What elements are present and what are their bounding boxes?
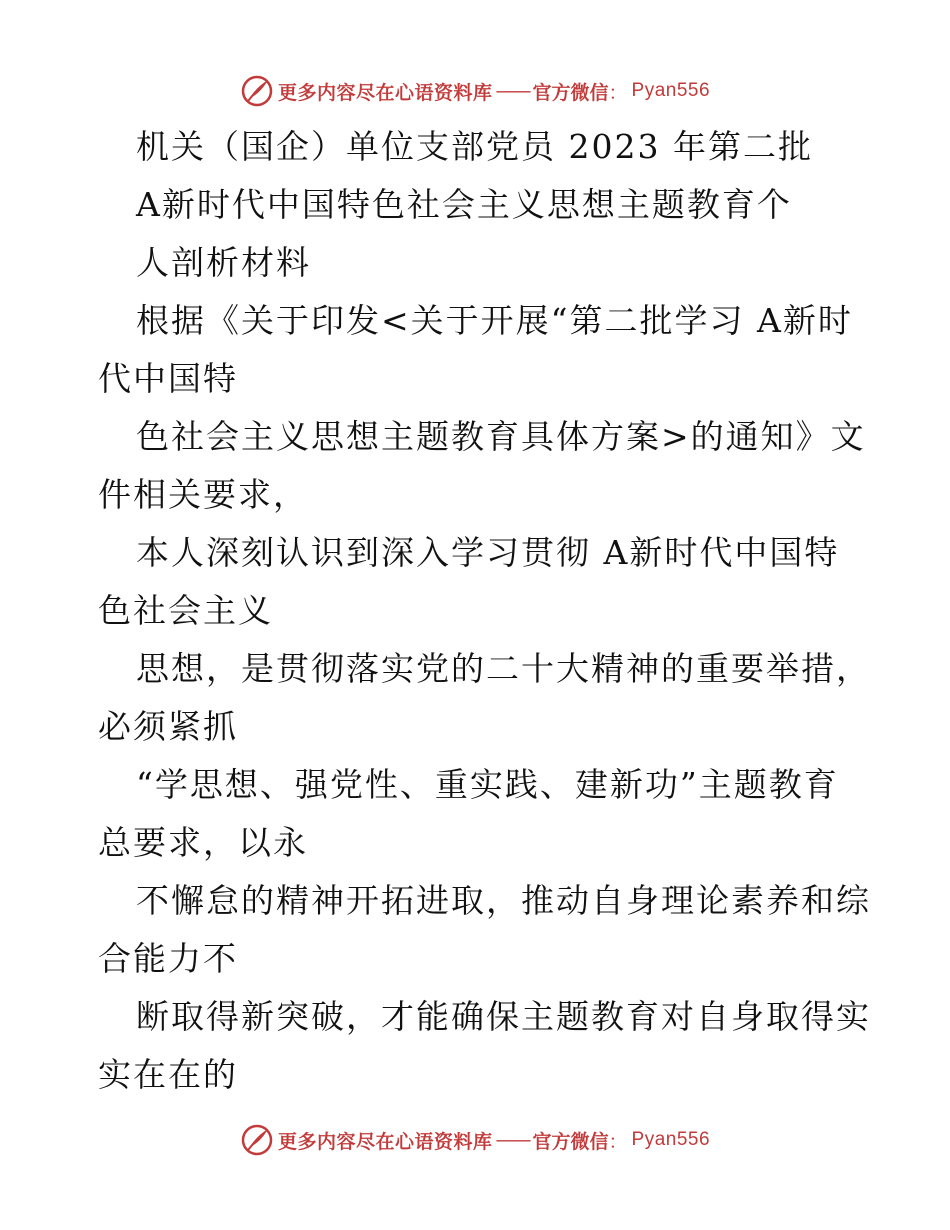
paragraph-line: 代中国特 bbox=[98, 359, 238, 398]
quill-pen-logo-icon bbox=[240, 74, 274, 108]
banner-separator: —— bbox=[495, 80, 530, 102]
banner-colon: ： bbox=[608, 1130, 628, 1153]
paragraph-line: 合能力不 bbox=[98, 939, 238, 978]
paragraph-line: 总要求，以永 bbox=[98, 823, 308, 862]
paragraph-line: 实在在的 bbox=[98, 1055, 238, 1094]
paragraph-line: 件相关要求， bbox=[98, 475, 308, 514]
paragraph-line: 根据《关于印发<关于开展“第二批学习 A新时 bbox=[136, 301, 853, 340]
paragraph-line: 色社会主义 bbox=[98, 591, 273, 630]
banner-wechat-label: 官方微信 bbox=[532, 1130, 609, 1153]
paragraph-line: 断取得新突破，才能确保主题教育对自身取得实 bbox=[136, 997, 871, 1036]
paragraph-line: 本人深刻认识到深入学习贯彻 A新时代中国特 bbox=[136, 533, 840, 572]
title-line-1: 机关（国企）单位支部党员 2023 年第二批 bbox=[136, 127, 813, 166]
banner-separator: —— bbox=[495, 1129, 530, 1151]
paragraph-line: 思想，是贯彻落实党的二十大精神的重要举措， bbox=[136, 649, 871, 688]
header-watermark-banner bbox=[0, 71, 950, 111]
banner-wechat-id: Pyan556 bbox=[631, 1129, 711, 1150]
banner-main-text: 更多内容尽在心语资料库 bbox=[277, 1130, 493, 1153]
paragraph-line: 不懈怠的精神开拓进取，推动自身理论素养和综 bbox=[136, 881, 871, 920]
paragraph-line: “学思想、强党性、重实践、建新功”主题教育 bbox=[136, 765, 839, 804]
title-line-2: A新时代中国特色社会主义思想主题教育个 bbox=[136, 185, 792, 224]
banner-colon: ： bbox=[608, 81, 628, 104]
banner-wechat-label: 官方微信 bbox=[532, 81, 609, 104]
quill-pen-logo-icon bbox=[240, 1123, 274, 1157]
title-line-3: 人剖析材料 bbox=[136, 243, 311, 282]
banner-main-text: 更多内容尽在心语资料库 bbox=[277, 81, 493, 104]
paragraph-line: 色社会主义思想主题教育具体方案>的通知》文 bbox=[136, 417, 866, 456]
paragraph-line: 必须紧抓 bbox=[98, 707, 238, 746]
banner-wechat-id: Pyan556 bbox=[631, 80, 711, 101]
footer-watermark-banner bbox=[0, 1120, 950, 1160]
